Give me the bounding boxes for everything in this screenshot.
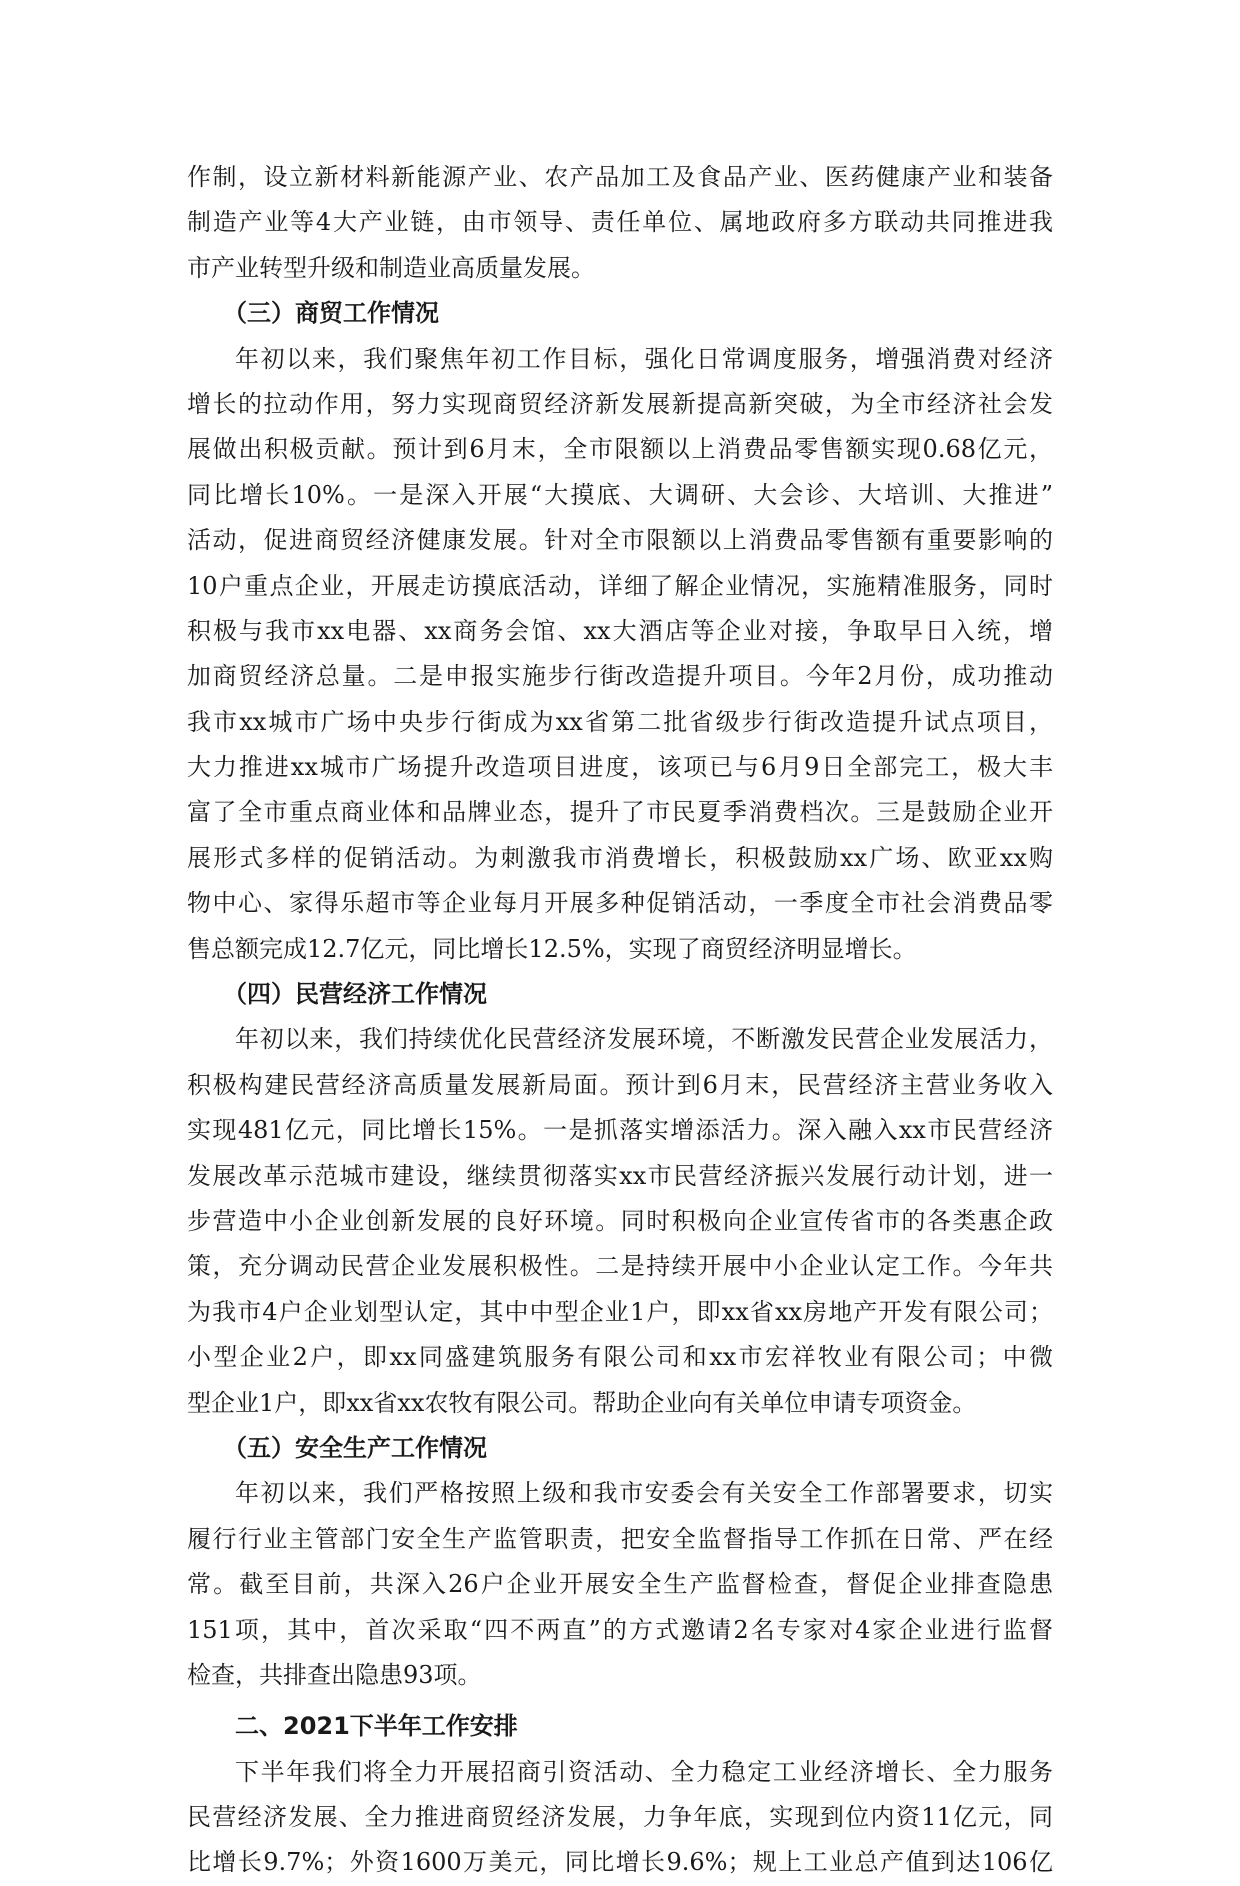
text-line: 策，充分调动民营企业发展积极性。二是持续开展中小企业认定工作。今年共 [187, 1252, 1053, 1281]
text-line: 富了全市重点商业体和品牌业态，提升了市民夏季消费档次。三是鼓励企业开 [187, 798, 1053, 827]
text-line: 展做出积极贡献。预计到6月末，全市限额以上消费品零售额实现0.68亿元， [187, 435, 1053, 464]
paragraph [187, 337, 1053, 972]
text-line: 小型企业2户，即xx同盛建筑服务有限公司和xx市宏祥牧业有限公司；中微 [187, 1343, 1053, 1372]
text-line: 市产业转型升级和制造业高质量发展。 [187, 253, 595, 282]
text-line: 加商贸经济总量。二是申报实施步行街改造提升项目。今年2月份，成功推动 [187, 662, 1053, 691]
text-line: 积极构建民营经济高质量发展新局面。预计到6月末，民营经济主营业务收入 [187, 1070, 1053, 1099]
text-line: 物中心、家得乐超市等企业每月开展多种促销活动，一季度全市社会消费品零 [187, 889, 1053, 918]
text-line: 年初以来，我们聚焦年初工作目标，强化日常调度服务，增强消费对经济 [235, 344, 1053, 373]
text-line: 履行行业主管部门安全生产监管职责，把安全监督指导工作抓在日常、严在经 [187, 1524, 1053, 1553]
document-page [187, 155, 1053, 1886]
text-line: 积极与我市xx电器、xx商务会馆、xx大酒店等企业对接，争取早日入统，增 [187, 616, 1053, 645]
subsection-heading: （五）安全生产工作情况 [223, 1433, 487, 1462]
text-line: 售总额完成12.7亿元，同比增长12.5%，实现了商贸经济明显增长。 [187, 934, 917, 963]
text-line: 大力推进xx城市广场提升改造项目进度，该项已与6月9日全部完工，极大丰 [187, 753, 1053, 782]
text-line: 比增长9.7%；外资1600万美元，同比增长9.6%；规上工业总产值到达106亿 [187, 1848, 1053, 1877]
text-line: 常。截至目前，共深入26户企业开展安全生产监督检查，督促企业排查隐患 [187, 1570, 1053, 1599]
text-line: 步营造中小企业创新发展的良好环境。同时积极向企业宣传省市的各类惠企政 [187, 1206, 1053, 1235]
text-line: 我市xx城市广场中央步行街成为xx省第二批省级步行街改造提升试点项目， [187, 707, 1053, 736]
paragraph [187, 1017, 1053, 1426]
text-line: 型企业1户，即xx省xx农牧有限公司。帮助企业向有关单位申请专项资金。 [187, 1388, 977, 1417]
text-line: 10户重点企业，开展走访摸底活动，详细了解企业情况，实施精准服务，同时 [187, 571, 1053, 600]
paragraph [187, 1471, 1053, 1698]
subsection-heading: （四）民营经济工作情况 [223, 980, 487, 1009]
paragraph [187, 155, 1053, 291]
text-line: 检查，共排查出隐患93项。 [187, 1660, 482, 1689]
paragraph [187, 1750, 1053, 1886]
text-line: 151项，其中，首次采取“四不两直”的方式邀请2名专家对4家企业进行监督 [187, 1615, 1053, 1644]
text-line: 年初以来，我们持续优化民营经济发展环境，不断激发民营企业发展活力， [235, 1025, 1053, 1054]
text-line: 展形式多样的促销活动。为刺激我市消费增长，积极鼓励xx广场、欧亚xx购 [187, 843, 1053, 872]
text-line: 发展改革示范城市建设，继续贯彻落实xx市民营经济振兴发展行动计划，进一 [187, 1161, 1053, 1190]
text-line: 为我市4户企业划型认定，其中中型企业1户，即xx省xx房地产开发有限公司； [187, 1297, 1053, 1326]
text-line: 作制，设立新材料新能源产业、农产品加工及食品产业、医药健康产业和装备 [187, 163, 1053, 191]
text-line: 实现481亿元，同比增长15%。一是抓落实增添活力。深入融入xx市民营经济 [187, 1116, 1053, 1145]
subsection-heading: （三）商贸工作情况 [223, 299, 439, 328]
text-line: 年初以来，我们严格按照上级和我市安委会有关安全工作部署要求，切实 [235, 1479, 1053, 1508]
text-line: 同比增长10%。一是深入开展“大摸底、大调研、大会诊、大培训、大推进” [187, 480, 1053, 509]
section-heading: 二、2021下半年工作安排 [235, 1712, 518, 1741]
text-line: 活动，促进商贸经济健康发展。针对全市限额以上消费品零售额有重要影响的 [187, 526, 1053, 555]
text-line: 民营经济发展、全力推进商贸经济发展，力争年底，实现到位内资11亿元，同 [187, 1803, 1053, 1832]
text-line: 制造产业等4大产业链，由市领导、责任单位、属地政府多方联动共同推进我 [187, 208, 1053, 237]
text-line: 增长的拉动作用，努力实现商贸经济新发展新提高新突破，为全市经济社会发 [187, 389, 1053, 418]
text-line: 下半年我们将全力开展招商引资活动、全力稳定工业经济增长、全力服务 [235, 1757, 1053, 1786]
